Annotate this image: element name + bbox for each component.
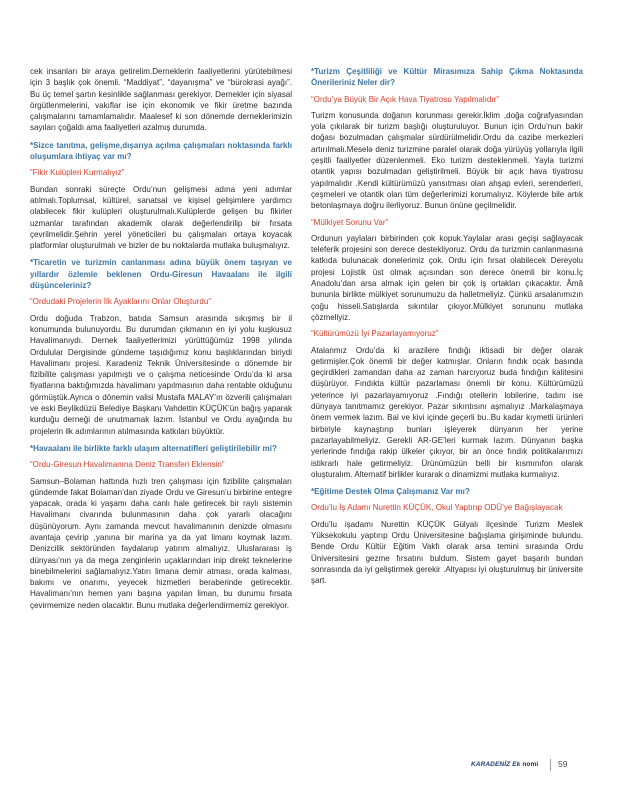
interview-question: *Sizce tanıtma, gelişme,dışarıya açılma çalışmaları noktasında farklı oluşumlara ihtiyaç var mı? bbox=[30, 140, 292, 162]
page-footer bbox=[468, 758, 598, 772]
article-paragraph: Turizm konusunda doğanın korunması gerekir.İklim ,doğa coğrafyasından yola çıkılarak bir turizm başlığı oluşturuluyor. Bunun için Ordu’nun bakir doğası bozulmadan çalışmalar sürdürülmelidir.Ordu da cazibe merkezleri artırılmalı.Meselə deniz turizmine paralel olarak doğa yürüyüş yollarıyla ilgili çeşitli faaliyetler düzenlenmeli. Eko turizm desteklenmeli. Yayla turizmi otantik yapısı bozulmadan geliştirilmeli. Büyük bir açık hava tiyatrosu yapılmalıdır .Kendi kültürümüzü yansıtması olan ahşap evleri, serenderleri, çeşmeleri ve otantik olan tüm değerlerimizi korumalıyız. Köylerde bile artık betonlaşmaya doğru ilerliyoruz. Bunun önüne geçilmelidir. bbox=[311, 110, 583, 211]
interview-question: *Turizm Çeşitliliği ve Kültür Mirasımıza Sahip Çıkma Noktasında Önerileriniz Neler dir? bbox=[311, 67, 583, 88]
interview-question: *Havaalanı ile birlikte farklı ulaşım alternatifleri geliştirilebilir mi? bbox=[30, 443, 277, 453]
article-paragraph: Ordu’lu işadamı Nurettin KÜÇÜK Gülyalı ilçesinde Turizm Meslek Yüksekokulu yaptırıp Ordu Üniversitesine bağışlama girişiminde bulundu. Bende Ordu Kültür Eğitim Vakfı olarak arsa temini sırasında Ordu Üniversitesini gezme fırsatını buldum. Sistem gayet başarılı bundan sonrasında da iyi geliştirmek gerekir .Altyapısı iyi oluşturulmuş bir üniversite şart. bbox=[311, 519, 583, 586]
article-paragraph: Ordunun yaylaları birbirinden çok kopuk.Yaylalar arası geçişi sağlayacak teleferik projesini son derece destekliyoruz. Ordu da turizmin canlanmasına katkıda bulunacak donelerimiz çok. Ordu için fırsat olabilecek Dereyolu projesi Lojistik üst olmak açısından son derece önemli bir konu.İç Anadolu’dan arsa almak için gelen bir çok iş ortakları çıkacaktır. Âmâ bununla birlikte mülkiyet sorunumuzu da halletmeliyiz. Çünkü arsalanımızın çoğu hisseli.Satışlarda sıkıntılar çıkıyor.Mülkiyet sorununu mutlaka çözmeliyiz. bbox=[311, 233, 583, 322]
footer-divider bbox=[550, 759, 551, 771]
magazine-logo bbox=[468, 758, 541, 771]
answer-heading: “Ordu-Giresun Havalimanına Deniz Transferi Eklensin” bbox=[30, 460, 225, 470]
interview-question: *Ticaretin ve turizmin canlanması adına büyük önem taşıyan ve yıllardır özlemle beklenen Ordu-Giresun Havaalanı ile ilgili düşünceleriniz? bbox=[30, 258, 292, 291]
article-paragraph: cek insanları bir araya getirelim.Derneklerin faaliyetlerini yürütebilmesi için 3 başlık çok önemli. “Maddiyat”, “dayanışma” ve “bürokrasi ayağı”. Bu üç temel şartın kesinlikle sağlanması gerekiyor. Dernekler için siyasal örgütlenmelerini, vakıflar ise için ekonomik ve fikir üretme bazında çalışmalarını tamamlamalıdır. Maalesef ki son dönemde derneklerimizin sayıları çoğaldı ama faaliyetleri azalmış durumda. bbox=[30, 67, 292, 133]
answer-heading: “Kültürümüzü İyi Pazarlayamıyoruz” bbox=[311, 329, 439, 339]
answer-heading: “Ordu’ya Büyük Bir Açık Hava Tiyatrosu Yapılmalıdır” bbox=[311, 94, 499, 104]
answer-heading: Ordu’lu İş Adamı Nurettin KÜÇÜK, Okul Yaptırıp ODÜ’ye Bağışlayacak bbox=[311, 503, 563, 513]
article-paragraph: Bundan sonraki süreçte Ordu’nun gelişmesi adına yeni adımlar atılmalı.Toplumsal, kültürel, sanatsal ve kişisel gelişimlere yardımcı olabilecek fikir kulüpleri oluşturulmalı.Kulüplerde gelişen bu fikirler uzmanlar tarafından akademik olarak değerlendirilip bir fırsata çevrilmelidir.Şehrin yerel yöneticileri bu çalışmaları ortaya koyacak platformlar oluşturulmalı ve bizler de bu noktalarda mutlaka buluşmalıyız. bbox=[30, 184, 292, 251]
answer-heading: “Ordudaki Projelerin İlk Ayaklarını Onlar Oluşturdu” bbox=[30, 297, 211, 307]
page-number: 59 bbox=[558, 759, 568, 769]
right-column bbox=[311, 66, 583, 586]
article-paragraph: Atalanmız Ordu’da ki arazilere fındığı iktisadi bir değer olarak getirmişler.Çok önemli bir değer katmışlar. Onların fındık ocak basında geçirdikleri zamandan daha az zaman harcıyoruz buda fındığın kalitesini düşürüyor. Fındıkta kültür pazarlaması önemli bir konu. Kültürümüzü yeterince iyi pazarlayamıyoruz .Fındığı otellerin lobilerine, tadını ise dünyaya tanıtmamız gerekiyor. Pazar sıkıntısını aşmalıyız .Markalaşmaya önem vermek lazım. Bal ve kivi içinde geçerli bu..Bu kadar kıymetli ürünleri birbiriyle kaynaştırıp bunları işleyerek dünyanın her yerine pazarlayabilmeliyiz. Gerekli AR-GE’leri kurmak lazım. Dünyanın başka yerlerinde fındığa rakip ülkeler çıkıyor, bir an önce fındık politikalarımızı istikrarlı hale getirmeliyiz. Ürünümüzün belli bir kısmınıfon olarak oluşturalım. Alternatif birlikler kurarak o dinamizmi mutlaka kurmalıyız. bbox=[311, 345, 583, 479]
article-paragraph: Samsun–Bolaman hattında hızlı tren çalışması için fizibilite çalışmaları gündemde fakat Bolaman’dan ziyade Ordu ve Giresun’u birbirine entegre yapacak, orada ki yaşamı daha canlı hale getirecek bir raylı sistemin Havalimanı civarında bulunmasının daha çok yararlı olacağını düşünüyorum. Aynı zamanda mevcut havalimanının denizde olmasını avantaja çevirip ,yanına bir marina ya da yat limanı koymak lazım. Denizcilik sektöründen faydalanıp yatırım almalıyız. Uluslararası iş dünyası’nın ya da mega zenginlerin uçaklarından inip direkt teknelerine binebilmelerini sağlamalıyız.Yatırı limana demir atması, orada kalması, bakımı ve onarımı, yeyecek hizmetleri beraberinde getirecektir. Havalimanı’nın hemen yanı başına yapılan liman, bu durumu fırsata çevirmemize neden olacaktır. Bunu mutlaka değerlendirmemiz gerekiyor. bbox=[30, 476, 292, 610]
answer-heading: “Fikir Kulüpleri Kurmalıyız” bbox=[30, 168, 125, 178]
answer-heading: “Mülkiyet Sorunu Var” bbox=[311, 217, 389, 227]
left-column bbox=[30, 66, 292, 611]
logo-main-text: KARADENİZ bbox=[471, 761, 511, 768]
interview-question: *Eğitime Destek Olma Çalışmanız Var mı? bbox=[311, 487, 470, 497]
logo-tail-text: nomi bbox=[522, 761, 539, 768]
logo-sub-text: Ek bbox=[512, 761, 521, 768]
article-paragraph: Ordu doğuda Trabzon, batıda Samsun arasında sıkışmış bir il konumunda bulunuyordu. Bu durumdan çıkmanın en iyi yolu kuşkusuz Havalimanıydı. Dernek faaliyetlerimizi yürüttüğümüz 1998 yılında Ordulular Dergisinde gündeme taşıdığımız konu başlıklarından biriydi Havalimanı projesi. Karadeniz Teknik Üniversitesinde o dönemde bir fizibilite çalışması yapılmıştı ve o çalışma neticesinde Ordu’da ki arsa fiyatlarına baktığımızda havalimanı yapılmasının daha rentable olduğunu görmüştük.Ayrıca o dönemin valisi Mustafa MALAY’ın özverili çalışmaları ve eski Beylikdüzü Belediye Başkanı Vahdettin KÜÇÜK’ün bağış yaparak kurduğu derneği de unutmamak lazım. İstanbul ve Ordu ayağında bu projelerin ilk adımlarının atılmasında katkıları büyüktür. bbox=[30, 313, 292, 436]
